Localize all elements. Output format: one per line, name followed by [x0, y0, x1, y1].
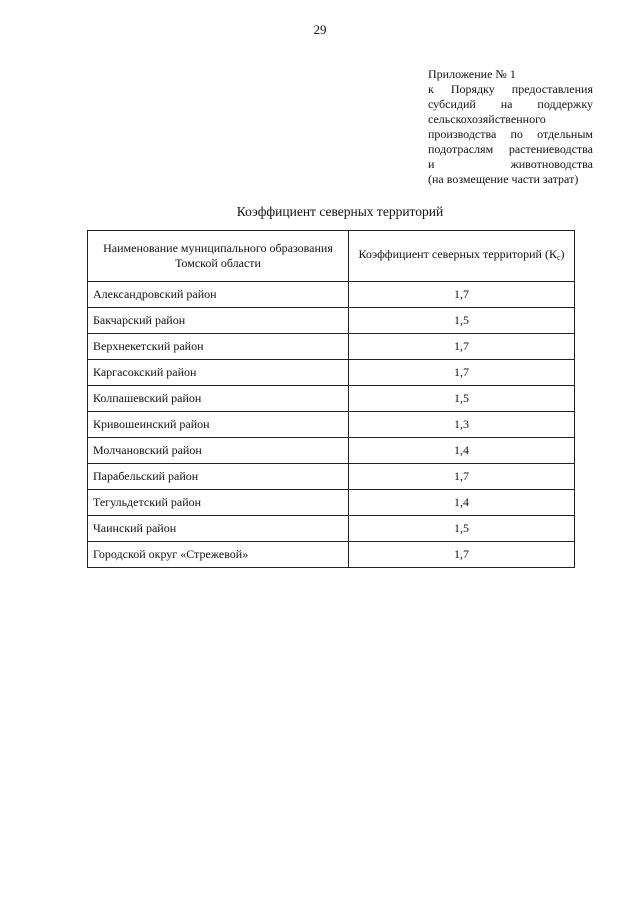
table-row: [88, 334, 575, 360]
coefficient-value: 1,4: [349, 438, 575, 464]
municipality-name: Верхнекетский район: [88, 334, 349, 360]
coefficient-value: 1,4: [349, 490, 575, 516]
coefficient-value: 1,5: [349, 308, 575, 334]
appendix-line-6: подотраслям растениеводства: [428, 142, 593, 156]
table-row: [88, 282, 575, 308]
table-row: [88, 542, 575, 568]
municipality-name: Каргасокский район: [88, 360, 349, 386]
coefficient-value: 1,7: [349, 542, 575, 568]
appendix-line-8: (на возмещение части затрат): [428, 172, 579, 186]
header-coefficient-close: ): [560, 247, 565, 261]
appendix-line-3: субсидий на поддержку: [428, 97, 593, 111]
municipality-name: Молчановский район: [88, 438, 349, 464]
table-row: [88, 464, 575, 490]
appendix-line-4: сельскохозяйственного: [428, 112, 546, 126]
appendix-header: [428, 67, 593, 187]
coefficient-value: 1,7: [349, 282, 575, 308]
coefficient-value: 1,5: [349, 516, 575, 542]
coefficient-table: [87, 230, 575, 568]
table-row: [88, 412, 575, 438]
appendix-line-1: Приложение № 1: [428, 67, 516, 81]
appendix-line-5: производства по отдельным: [428, 127, 593, 141]
municipality-name: Городской округ «Стрежевой»: [88, 542, 349, 568]
municipality-name: Парабельский район: [88, 464, 349, 490]
page-number: 29: [313, 22, 327, 37]
table-row: [88, 386, 575, 412]
coefficient-value: 1,5: [349, 386, 575, 412]
municipality-name: Кривошеинский район: [88, 412, 349, 438]
header-coefficient-text: Коэффициент северных территорий (К: [358, 247, 557, 261]
table-row: [88, 490, 575, 516]
municipality-name: Тегульдетский район: [88, 490, 349, 516]
header-coefficient: [349, 231, 575, 282]
appendix-line-7: и животноводства: [428, 157, 593, 171]
appendix-line-2: к Порядку предоставления: [428, 82, 593, 96]
table-header-row: [88, 231, 575, 282]
municipality-name: Александровский район: [88, 282, 349, 308]
municipality-name: Чаинский район: [88, 516, 349, 542]
document-title: Коэффициент северных территорий: [236, 204, 444, 219]
coefficient-value: 1,7: [349, 334, 575, 360]
table-row: [88, 516, 575, 542]
coefficient-value: 1,7: [349, 360, 575, 386]
table-row: [88, 360, 575, 386]
table-row: [88, 438, 575, 464]
municipality-name: Бакчарский район: [88, 308, 349, 334]
municipality-name: Колпашевский район: [88, 386, 349, 412]
header-coefficient-subscript: с: [556, 253, 561, 262]
header-municipality: Наименование муниципального образования Томской области: [88, 231, 349, 282]
coefficient-value: 1,7: [349, 464, 575, 490]
coefficient-value: 1,3: [349, 412, 575, 438]
table-row: [88, 308, 575, 334]
